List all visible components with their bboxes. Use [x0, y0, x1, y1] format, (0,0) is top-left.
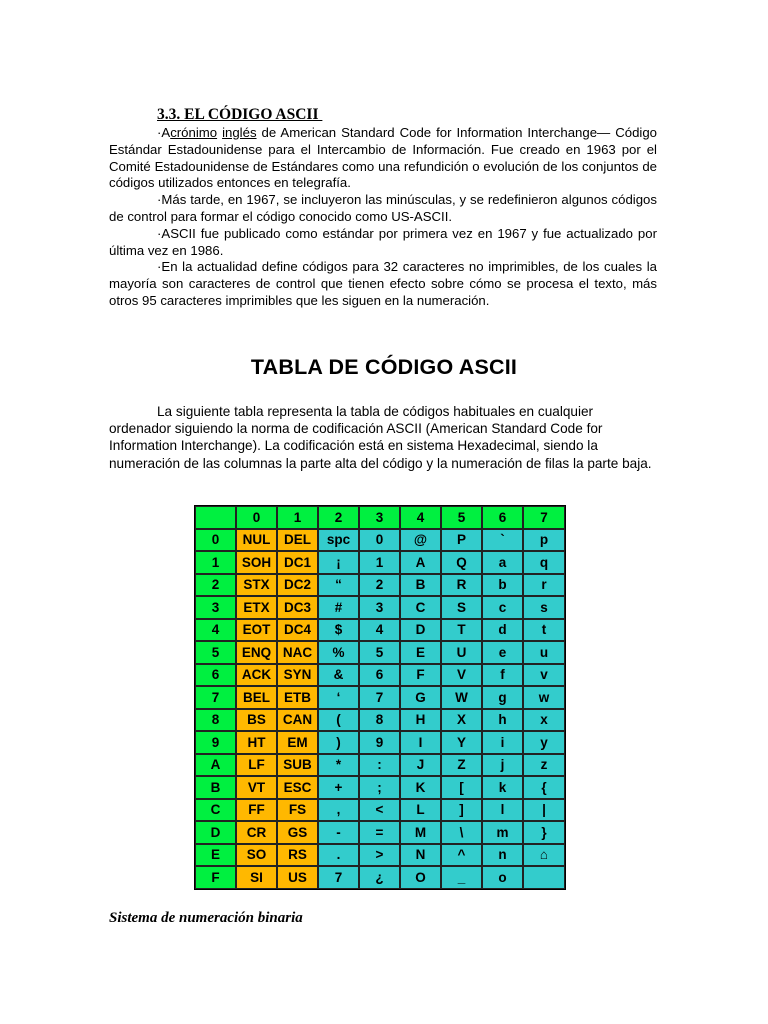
ascii-row-header: 7: [195, 686, 236, 709]
ascii-column-header: 7: [523, 506, 565, 529]
ascii-printable-cell: [523, 866, 565, 889]
ascii-control-cell: DC3: [277, 596, 318, 619]
ascii-row: [195, 686, 565, 709]
ascii-row-header: 0: [195, 529, 236, 552]
ascii-printable-cell: c: [482, 596, 523, 619]
ascii-printable-cell: 0: [359, 529, 400, 552]
ascii-control-cell: SYN: [277, 664, 318, 687]
ascii-row-header: 5: [195, 641, 236, 664]
table-description: [109, 403, 657, 472]
ascii-control-cell: FF: [236, 799, 277, 822]
ascii-printable-cell: ): [318, 731, 359, 754]
ascii-printable-cell: R: [441, 574, 482, 597]
ascii-header-row: [195, 506, 565, 529]
ascii-control-cell: CR: [236, 821, 277, 844]
ascii-printable-cell: A: [400, 551, 441, 574]
ascii-printable-cell: t: [523, 619, 565, 642]
ascii-column-header: 1: [277, 506, 318, 529]
ascii-printable-cell: ¿: [359, 866, 400, 889]
ascii-printable-cell: p: [523, 529, 565, 552]
ascii-control-cell: US: [277, 866, 318, 889]
section-heading: 3.3. EL CÓDIGO ASCII: [157, 106, 323, 123]
ascii-row-header: 2: [195, 574, 236, 597]
ascii-control-cell: EOT: [236, 619, 277, 642]
ascii-control-cell: SI: [236, 866, 277, 889]
ascii-table: [194, 505, 566, 890]
ascii-row-header: B: [195, 776, 236, 799]
ascii-printable-cell: P: [441, 529, 482, 552]
ascii-printable-cell: &: [318, 664, 359, 687]
ascii-printable-cell: q: [523, 551, 565, 574]
ascii-row-header: A: [195, 754, 236, 777]
ascii-control-cell: FS: [277, 799, 318, 822]
ascii-printable-cell: 7: [318, 866, 359, 889]
ascii-printable-cell: 8: [359, 709, 400, 732]
ascii-control-cell: ETX: [236, 596, 277, 619]
ascii-control-cell: LF: [236, 754, 277, 777]
ascii-printable-cell: 2: [359, 574, 400, 597]
ascii-printable-cell: E: [400, 641, 441, 664]
ascii-row-header: 8: [195, 709, 236, 732]
ascii-printable-cell: D: [400, 619, 441, 642]
ascii-printable-cell: *: [318, 754, 359, 777]
ascii-printable-cell: v: [523, 664, 565, 687]
ascii-row-header: 6: [195, 664, 236, 687]
ascii-printable-cell: u: [523, 641, 565, 664]
link-ingles[interactable]: inglés: [222, 125, 257, 140]
ascii-printable-cell: 6: [359, 664, 400, 687]
ascii-printable-cell: j: [482, 754, 523, 777]
ascii-printable-cell: Z: [441, 754, 482, 777]
ascii-printable-cell: <: [359, 799, 400, 822]
ascii-row: [195, 799, 565, 822]
link-acronimo[interactable]: crónimo: [170, 125, 218, 140]
ascii-printable-cell: _: [441, 866, 482, 889]
ascii-control-cell: ACK: [236, 664, 277, 687]
ascii-row-header: D: [195, 821, 236, 844]
ascii-printable-cell: ]: [441, 799, 482, 822]
ascii-printable-cell: X: [441, 709, 482, 732]
ascii-printable-cell: -: [318, 821, 359, 844]
ascii-printable-cell: s: [523, 596, 565, 619]
ascii-row-header: 4: [195, 619, 236, 642]
ascii-column-header: 4: [400, 506, 441, 529]
ascii-column-header: 5: [441, 506, 482, 529]
ascii-control-cell: DC1: [277, 551, 318, 574]
ascii-column-header: 3: [359, 506, 400, 529]
ascii-column-header: 6: [482, 506, 523, 529]
ascii-printable-cell: }: [523, 821, 565, 844]
ascii-control-cell: EM: [277, 731, 318, 754]
ascii-printable-cell: e: [482, 641, 523, 664]
ascii-printable-cell: K: [400, 776, 441, 799]
ascii-row: [195, 551, 565, 574]
ascii-printable-cell: S: [441, 596, 482, 619]
ascii-control-cell: BEL: [236, 686, 277, 709]
table-description-text: La siguiente tabla representa la tabla de códigos habituales en cualquier ordenador siguiendo la norma de codificación ASCII (American Standard Code for Information Interchange). La codificación está en sistema Hexadecimal, siendo la numeración de las columnas la parte alta del código y la numeración de filas la parte baja.: [109, 404, 652, 471]
ascii-control-cell: RS: [277, 844, 318, 867]
ascii-printable-cell: N: [400, 844, 441, 867]
ascii-control-cell: STX: [236, 574, 277, 597]
ascii-printable-cell: {: [523, 776, 565, 799]
ascii-printable-cell: x: [523, 709, 565, 732]
ascii-printable-cell: Q: [441, 551, 482, 574]
ascii-printable-cell: (: [318, 709, 359, 732]
ascii-printable-cell: b: [482, 574, 523, 597]
ascii-row-header: F: [195, 866, 236, 889]
ascii-row: [195, 731, 565, 754]
ascii-printable-cell: Y: [441, 731, 482, 754]
ascii-control-cell: SUB: [277, 754, 318, 777]
ascii-control-cell: SOH: [236, 551, 277, 574]
intro-paragraph-1: [109, 125, 657, 192]
ascii-printable-cell: a: [482, 551, 523, 574]
ascii-printable-cell: 5: [359, 641, 400, 664]
ascii-row: [195, 619, 565, 642]
ascii-row-header: E: [195, 844, 236, 867]
ascii-printable-cell: k: [482, 776, 523, 799]
ascii-printable-cell: ¡: [318, 551, 359, 574]
ascii-row-header: C: [195, 799, 236, 822]
ascii-printable-cell: I: [400, 731, 441, 754]
ascii-printable-cell: [: [441, 776, 482, 799]
ascii-row: [195, 641, 565, 664]
ascii-printable-cell: $: [318, 619, 359, 642]
ascii-printable-cell: B: [400, 574, 441, 597]
ascii-row: [195, 754, 565, 777]
ascii-printable-cell: f: [482, 664, 523, 687]
ascii-row: [195, 574, 565, 597]
ascii-printable-cell: o: [482, 866, 523, 889]
ascii-printable-cell: ,: [318, 799, 359, 822]
ascii-printable-cell: d: [482, 619, 523, 642]
ascii-row: [195, 776, 565, 799]
ascii-printable-cell: y: [523, 731, 565, 754]
ascii-printable-cell: `: [482, 529, 523, 552]
ascii-printable-cell: z: [523, 754, 565, 777]
ascii-printable-cell: G: [400, 686, 441, 709]
ascii-printable-cell: 9: [359, 731, 400, 754]
ascii-corner-cell: [195, 506, 236, 529]
ascii-control-cell: SO: [236, 844, 277, 867]
ascii-printable-cell: V: [441, 664, 482, 687]
ascii-control-cell: NAC: [277, 641, 318, 664]
ascii-printable-cell: w: [523, 686, 565, 709]
ascii-printable-cell: ‘: [318, 686, 359, 709]
ascii-printable-cell: 4: [359, 619, 400, 642]
ascii-control-cell: DC4: [277, 619, 318, 642]
ascii-control-cell: ETB: [277, 686, 318, 709]
ascii-printable-cell: #: [318, 596, 359, 619]
ascii-row: [195, 596, 565, 619]
intro-paragraph-3: ·ASCII fue publicado como estándar por primera vez en 1967 y fue actualizado por última vez en 1986.: [109, 225, 657, 258]
intro-paragraph-2: ·Más tarde, en 1967, se incluyeron las minúsculas, y se redefinieron algunos códigos de control para formar el código conocido como US-ASCII.: [109, 192, 657, 224]
ascii-printable-cell: H: [400, 709, 441, 732]
ascii-printable-cell: M: [400, 821, 441, 844]
ascii-column-header: 2: [318, 506, 359, 529]
ascii-printable-cell: “: [318, 574, 359, 597]
ascii-control-cell: GS: [277, 821, 318, 844]
ascii-printable-cell: %: [318, 641, 359, 664]
ascii-printable-cell: |: [523, 799, 565, 822]
ascii-printable-cell: ;: [359, 776, 400, 799]
ascii-printable-cell: g: [482, 686, 523, 709]
ascii-printable-cell: C: [400, 596, 441, 619]
ascii-printable-cell: =: [359, 821, 400, 844]
ascii-printable-cell: 3: [359, 596, 400, 619]
ascii-printable-cell: W: [441, 686, 482, 709]
ascii-row: [195, 664, 565, 687]
ascii-printable-cell: 7: [359, 686, 400, 709]
intro-paragraph-4: ·En la actualidad define códigos para 32 caracteres no imprimibles, de los cuales la mayoría son caracteres de control que tienen efecto sobre cómo se procesa el texto, más otros 95 caracteres imprimibles que les siguen en la numeración.: [109, 259, 657, 308]
ascii-printable-cell: +: [318, 776, 359, 799]
ascii-printable-cell: m: [482, 821, 523, 844]
ascii-control-cell: HT: [236, 731, 277, 754]
ascii-row: [195, 709, 565, 732]
ascii-control-cell: DC2: [277, 574, 318, 597]
ascii-printable-cell: :: [359, 754, 400, 777]
ascii-control-cell: DEL: [277, 529, 318, 552]
intro-text: [109, 125, 657, 310]
ascii-row-header: 9: [195, 731, 236, 754]
ascii-printable-cell: l: [482, 799, 523, 822]
ascii-control-cell: VT: [236, 776, 277, 799]
ascii-row: [195, 529, 565, 552]
ascii-row: [195, 866, 565, 889]
ascii-printable-cell: >: [359, 844, 400, 867]
ascii-printable-cell: n: [482, 844, 523, 867]
ascii-printable-cell: i: [482, 731, 523, 754]
ascii-row: [195, 821, 565, 844]
ascii-control-cell: ESC: [277, 776, 318, 799]
ascii-printable-cell: h: [482, 709, 523, 732]
ascii-printable-cell: \: [441, 821, 482, 844]
ascii-control-cell: NUL: [236, 529, 277, 552]
ascii-printable-cell: ⌂: [523, 844, 565, 867]
ascii-printable-cell: T: [441, 619, 482, 642]
ascii-printable-cell: J: [400, 754, 441, 777]
ascii-control-cell: BS: [236, 709, 277, 732]
ascii-column-header: 0: [236, 506, 277, 529]
table-title: TABLA DE CÓDIGO ASCII: [250, 355, 518, 379]
ascii-printable-cell: @: [400, 529, 441, 552]
ascii-printable-cell: spc: [318, 529, 359, 552]
ascii-printable-cell: O: [400, 866, 441, 889]
intro-p1-rest: de American Standard Code for Information Interchange— Código Estándar Estadounidense para el Intercambio de Información. Fue creado en 1963 por el Comité Estadounidense de Estándares como una refundición o evolución de los conjuntos de códigos utilizados entonces en telegrafía.: [109, 125, 657, 191]
ascii-printable-cell: ^: [441, 844, 482, 867]
ascii-printable-cell: r: [523, 574, 565, 597]
ascii-row: [195, 844, 565, 867]
ascii-row-header: 3: [195, 596, 236, 619]
ascii-printable-cell: .: [318, 844, 359, 867]
ascii-control-cell: CAN: [277, 709, 318, 732]
footer-heading: Sistema de numeración binaria: [109, 910, 303, 926]
ascii-printable-cell: F: [400, 664, 441, 687]
ascii-control-cell: ENQ: [236, 641, 277, 664]
ascii-printable-cell: L: [400, 799, 441, 822]
ascii-printable-cell: 1: [359, 551, 400, 574]
ascii-printable-cell: U: [441, 641, 482, 664]
ascii-row-header: 1: [195, 551, 236, 574]
intro-p1-prefix: ·A: [157, 125, 171, 140]
